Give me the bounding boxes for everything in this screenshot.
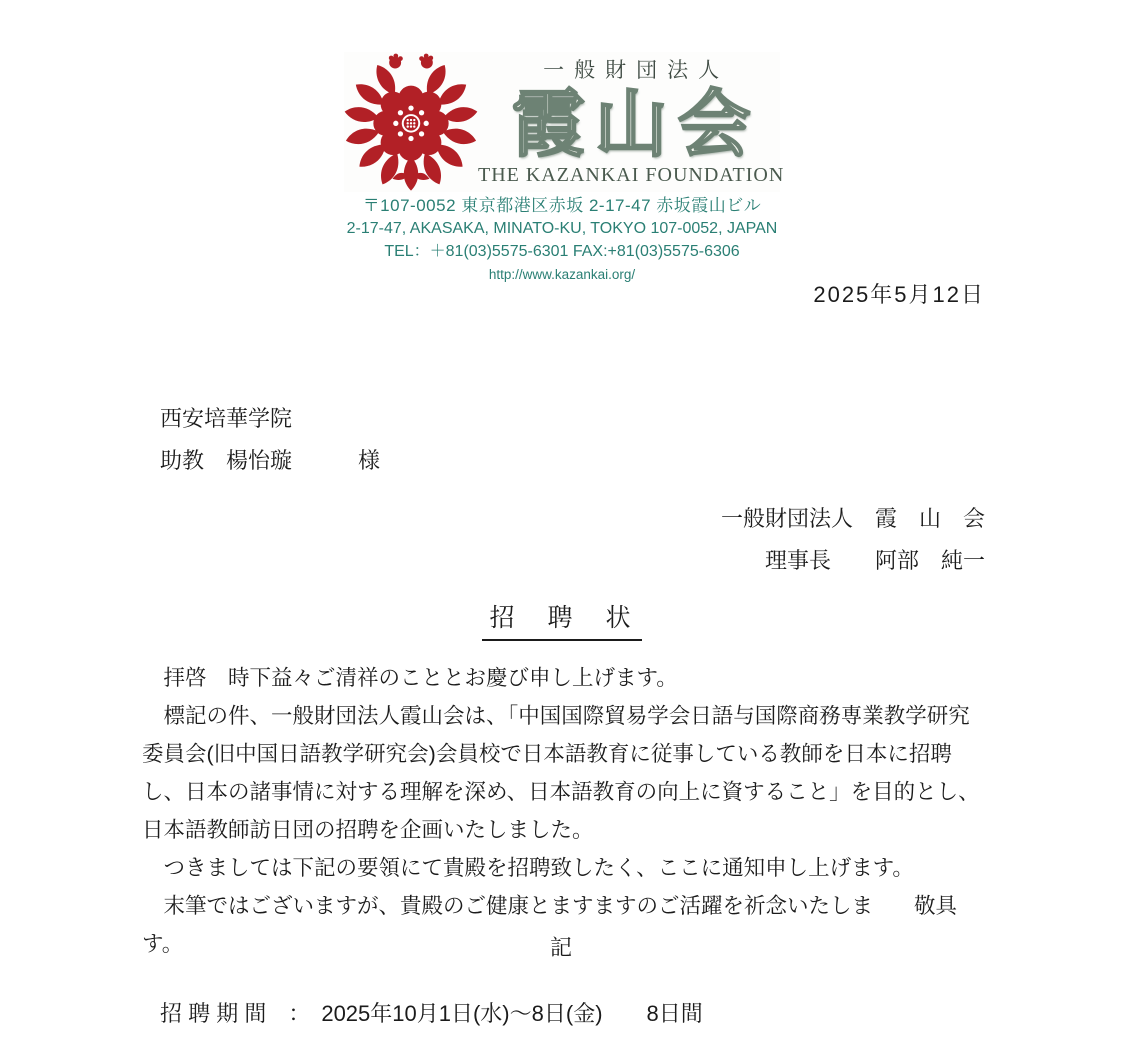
sender-block — [721, 498, 985, 582]
recipient-block — [160, 398, 380, 482]
document-title-row — [0, 598, 1124, 641]
letter-date: 2025年5月12日 — [813, 282, 985, 307]
letter-body — [142, 659, 985, 963]
document-title: 招 聘 状 — [482, 598, 641, 641]
body-paragraph-purpose: 標記の件、一般財団法人霞山会は、「中国国際貿易学会日語与国際商務専業教学研究委員会(旧中国日語教学研究会)会員校で日本語教育に従事している教師を日本に招聘し、日本の諸事情に対する理解を深め、日本語教育の向上に資すること」を目的とし、日本語教師訪日団の招聘を企画いたしました。 — [142, 704, 980, 842]
org-name-english: THE KAZANKAI FOUNDATION — [478, 164, 785, 186]
invitation-period-line: 招 聘 期 間 ： 2025年10月1日(水)～8日(金) 8日間 — [160, 1001, 703, 1026]
kazankai-peony-crest-icon — [344, 52, 478, 192]
closing-keigu: 敬具 — [913, 894, 957, 918]
recipient-person: 助教 楊怡璇 様 — [160, 448, 381, 473]
recipient-institution: 西安培華学院 — [160, 406, 293, 431]
body-paragraph-notice: つきましては下記の要領にて貴殿を招聘致したく、ここに通知申し上げます。 — [142, 856, 914, 880]
body-paragraph-greeting: 拝啓 時下益々ご清祥のこととお慶び申し上げます。 — [142, 666, 678, 690]
tel-fax-line: TEL：＋81(03)5575-6301 FAX:+81(03)5575-6306 — [384, 243, 740, 260]
body-paragraph-wishes: 末筆ではございますが、貴殿のご健康とますますのご活躍を祈念いたします。 — [142, 894, 874, 956]
sender-representative: 理事長 阿部 純一 — [764, 548, 985, 573]
address-english: 2-17-47, AKASAKA, MINATO-KU, TOKYO 107-0052, JAPAN — [346, 220, 778, 237]
record-marker: 記 — [549, 935, 574, 960]
letterhead-logo — [344, 52, 785, 192]
org-name: 霞山会 — [511, 84, 761, 165]
website-url: http://www.kazankai.org/ — [488, 267, 636, 282]
org-type-label: 一般財団法人 — [543, 59, 730, 82]
address-japanese: 〒107-0052 東京都港区赤坂 2-17-47 赤坂霞山ビル — [362, 196, 762, 215]
sender-organization: 一般財団法人 霞 山 会 — [720, 506, 985, 531]
letterhead-contact-block — [0, 194, 1124, 286]
